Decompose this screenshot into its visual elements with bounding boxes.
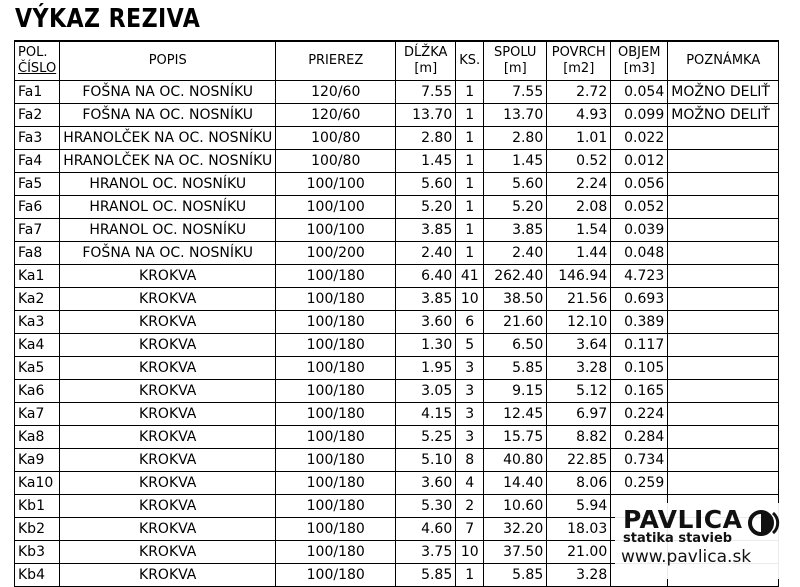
page-title: VÝKAZ REZIVA: [15, 4, 201, 34]
cell-povrch: 3.64: [547, 334, 611, 357]
cell-objem: 0.734: [611, 449, 668, 472]
cell-pol: Fa2: [15, 104, 60, 127]
cell-ks: 8: [456, 449, 484, 472]
cell-spolu: 12.45: [484, 403, 547, 426]
cell-popis: KROKVA: [60, 380, 276, 403]
cell-poznamka: [668, 472, 779, 495]
cell-pol: Ka5: [15, 357, 60, 380]
cell-ks: 3: [456, 403, 484, 426]
table-row: [15, 219, 779, 242]
cell-prierez: 100/80: [276, 127, 396, 150]
cell-spolu: 9.15: [484, 380, 547, 403]
cell-popis: KROKVA: [60, 357, 276, 380]
cell-prierez: 100/180: [276, 288, 396, 311]
cell-povrch: 4.93: [547, 104, 611, 127]
header-spolu-unit: [m]: [503, 61, 527, 76]
cell-spolu: 5.60: [484, 173, 547, 196]
cell-spolu: 5.85: [484, 357, 547, 380]
cell-spolu: 38.50: [484, 288, 547, 311]
header-povrch: [547, 41, 611, 81]
cell-popis: HRANOLČEK NA OC. NOSNÍKU: [60, 150, 276, 173]
cell-poznamka: [668, 380, 779, 403]
table-row: [15, 81, 779, 104]
cell-prierez: 100/180: [276, 265, 396, 288]
cell-poznamka: [668, 311, 779, 334]
cell-spolu: 1.45: [484, 150, 547, 173]
cell-povrch: 2.72: [547, 81, 611, 104]
cell-prierez: 100/180: [276, 472, 396, 495]
cell-poznamka: [668, 173, 779, 196]
cell-povrch: 22.85: [547, 449, 611, 472]
cell-prierez: 100/180: [276, 334, 396, 357]
cell-dlzka: 4.60: [396, 518, 456, 541]
cell-poznamka: [668, 150, 779, 173]
cell-ks: 6: [456, 311, 484, 334]
cell-povrch: 3.28: [547, 564, 611, 587]
cell-spolu: 37.50: [484, 541, 547, 564]
company-logo: [615, 503, 800, 579]
cell-pol: Fa7: [15, 219, 60, 242]
cell-objem: 0.117: [611, 334, 668, 357]
cell-dlzka: 2.40: [396, 242, 456, 265]
cell-ks: 5: [456, 334, 484, 357]
cell-objem: 0.224: [611, 403, 668, 426]
cell-prierez: 100/180: [276, 380, 396, 403]
cell-dlzka: 3.75: [396, 541, 456, 564]
cell-ks: 1: [456, 81, 484, 104]
cell-ks: 1: [456, 564, 484, 587]
table-row: [15, 196, 779, 219]
header-prierez: PRIEREZ: [276, 41, 396, 81]
cell-ks: 3: [456, 357, 484, 380]
cell-pol: Kb3: [15, 541, 60, 564]
cell-ks: 1: [456, 219, 484, 242]
cell-povrch: 5.94: [547, 495, 611, 518]
header-popis: POPIS: [60, 41, 276, 81]
cell-spolu: 21.60: [484, 311, 547, 334]
cell-povrch: 8.06: [547, 472, 611, 495]
cell-popis: KROKVA: [60, 288, 276, 311]
cell-povrch: 8.82: [547, 426, 611, 449]
cell-poznamka: [668, 288, 779, 311]
cell-popis: KROKVA: [60, 403, 276, 426]
cell-poznamka: [668, 196, 779, 219]
cell-objem: 0.052: [611, 196, 668, 219]
cell-objem: 0.105: [611, 357, 668, 380]
table-row: [15, 472, 779, 495]
cell-popis: KROKVA: [60, 495, 276, 518]
cell-pol: Ka3: [15, 311, 60, 334]
cell-poznamka: [668, 242, 779, 265]
cell-popis: HRANOL OC. NOSNÍKU: [60, 219, 276, 242]
table-row: [15, 311, 779, 334]
cell-popis: KROKVA: [60, 472, 276, 495]
cell-prierez: 100/180: [276, 449, 396, 472]
cell-dlzka: 1.30: [396, 334, 456, 357]
cell-povrch: 2.24: [547, 173, 611, 196]
header-ks: KS.: [456, 41, 484, 81]
cell-dlzka: 5.10: [396, 449, 456, 472]
cell-dlzka: 7.55: [396, 81, 456, 104]
cell-popis: HRANOL OC. NOSNÍKU: [60, 196, 276, 219]
cell-prierez: 100/80: [276, 150, 396, 173]
cell-popis: HRANOL OC. NOSNÍKU: [60, 173, 276, 196]
cell-povrch: 2.08: [547, 196, 611, 219]
cell-spolu: 32.20: [484, 518, 547, 541]
cell-povrch: 1.44: [547, 242, 611, 265]
cell-ks: 1: [456, 242, 484, 265]
cell-ks: 4: [456, 472, 484, 495]
cell-dlzka: 5.30: [396, 495, 456, 518]
header-objem: [611, 41, 668, 81]
logo-subtitle: statika stavieb: [623, 531, 733, 546]
cell-dlzka: 1.95: [396, 357, 456, 380]
cell-spolu: 13.70: [484, 104, 547, 127]
cell-ks: 1: [456, 104, 484, 127]
cell-pol: Fa1: [15, 81, 60, 104]
cell-povrch: 18.03: [547, 518, 611, 541]
cell-popis: KROKVA: [60, 518, 276, 541]
cell-pol: Ka2: [15, 288, 60, 311]
cell-spolu: 5.85: [484, 564, 547, 587]
header-dlzka-unit: [m]: [414, 61, 438, 76]
table-row: [15, 334, 779, 357]
cell-objem: 0.054: [611, 81, 668, 104]
cell-spolu: 5.20: [484, 196, 547, 219]
cell-objem: 0.022: [611, 127, 668, 150]
cell-poznamka: [668, 219, 779, 242]
cell-popis: KROKVA: [60, 311, 276, 334]
cell-pol: Ka4: [15, 334, 60, 357]
cell-objem: 0.012: [611, 150, 668, 173]
cell-poznamka: MOŽNO DELIŤ: [668, 81, 779, 104]
cell-pol: Ka9: [15, 449, 60, 472]
header-cislo-label: ČÍSLO: [18, 61, 57, 76]
cell-pol: Kb2: [15, 518, 60, 541]
cell-prierez: 100/100: [276, 196, 396, 219]
cell-dlzka: 3.05: [396, 380, 456, 403]
cell-dlzka: 3.60: [396, 311, 456, 334]
header-pol: [15, 41, 60, 81]
cell-prierez: 100/180: [276, 403, 396, 426]
cell-pol: Ka6: [15, 380, 60, 403]
cell-objem: 0.284: [611, 426, 668, 449]
cell-spolu: 15.75: [484, 426, 547, 449]
cell-poznamka: [668, 334, 779, 357]
cell-pol: Fa3: [15, 127, 60, 150]
cell-popis: KROKVA: [60, 265, 276, 288]
cell-popis: KROKVA: [60, 334, 276, 357]
cell-pol: Kb4: [15, 564, 60, 587]
table-row: [15, 449, 779, 472]
cell-pol: Fa4: [15, 150, 60, 173]
cell-poznamka: [668, 449, 779, 472]
cell-prierez: 120/60: [276, 104, 396, 127]
cell-prierez: 100/180: [276, 311, 396, 334]
cell-prierez: 100/200: [276, 242, 396, 265]
cell-pol: Ka7: [15, 403, 60, 426]
header-spolu-label: SPOLU: [494, 45, 537, 60]
cell-spolu: 2.40: [484, 242, 547, 265]
cell-objem: 0.039: [611, 219, 668, 242]
cell-povrch: 21.00: [547, 541, 611, 564]
cell-spolu: 6.50: [484, 334, 547, 357]
header-row: [15, 41, 779, 81]
cell-povrch: 5.12: [547, 380, 611, 403]
cell-povrch: 12.10: [547, 311, 611, 334]
cell-pol: Fa8: [15, 242, 60, 265]
header-objem-label: OBJEM: [618, 45, 661, 60]
cell-dlzka: 3.85: [396, 288, 456, 311]
cell-popis: KROKVA: [60, 449, 276, 472]
cell-prierez: 100/180: [276, 495, 396, 518]
table-row: [15, 288, 779, 311]
cell-ks: 3: [456, 380, 484, 403]
cell-ks: 10: [456, 541, 484, 564]
cell-povrch: 3.28: [547, 357, 611, 380]
header-dlzka-label: DĹŽKA: [404, 45, 448, 60]
cell-prierez: 100/180: [276, 541, 396, 564]
header-pol-label: POL.: [18, 45, 48, 60]
cell-spolu: 10.60: [484, 495, 547, 518]
cell-dlzka: 3.60: [396, 472, 456, 495]
cell-povrch: 21.56: [547, 288, 611, 311]
table-row: [15, 173, 779, 196]
cell-spolu: 7.55: [484, 81, 547, 104]
cell-pol: Fa6: [15, 196, 60, 219]
cell-ks: 41: [456, 265, 484, 288]
header-poznamka: POZNÁMKA: [668, 41, 779, 81]
cell-prierez: 120/60: [276, 81, 396, 104]
cell-spolu: 3.85: [484, 219, 547, 242]
logo-mark-icon: [747, 509, 781, 537]
cell-objem: 0.259: [611, 472, 668, 495]
header-povrch-label: POVRCH: [551, 45, 606, 60]
cell-spolu: 262.40: [484, 265, 547, 288]
cell-pol: Fa5: [15, 173, 60, 196]
cell-poznamka: MOŽNO DELIŤ: [668, 104, 779, 127]
logo-name: PAVLICA: [623, 505, 743, 534]
table-row: [15, 426, 779, 449]
cell-popis: FOŠNA NA OC. NOSNÍKU: [60, 104, 276, 127]
table-row: [15, 403, 779, 426]
header-spolu: [484, 41, 547, 81]
cell-poznamka: [668, 403, 779, 426]
cell-objem: 4.723: [611, 265, 668, 288]
cell-povrch: 1.01: [547, 127, 611, 150]
cell-popis: FOŠNA NA OC. NOSNÍKU: [60, 81, 276, 104]
cell-povrch: 0.52: [547, 150, 611, 173]
cell-dlzka: 2.80: [396, 127, 456, 150]
table-row: [15, 265, 779, 288]
table-row: [15, 380, 779, 403]
cell-dlzka: 1.45: [396, 150, 456, 173]
cell-ks: 1: [456, 196, 484, 219]
cell-dlzka: 5.60: [396, 173, 456, 196]
cell-objem: 0.165: [611, 380, 668, 403]
cell-prierez: 100/180: [276, 426, 396, 449]
cell-prierez: 100/180: [276, 357, 396, 380]
cell-prierez: 100/100: [276, 219, 396, 242]
cell-ks: 1: [456, 150, 484, 173]
cell-objem: 0.693: [611, 288, 668, 311]
table-row: [15, 242, 779, 265]
cell-spolu: 2.80: [484, 127, 547, 150]
cell-poznamka: [668, 265, 779, 288]
cell-poznamka: [668, 357, 779, 380]
cell-objem: 0.048: [611, 242, 668, 265]
table-row: [15, 104, 779, 127]
cell-dlzka: 6.40: [396, 265, 456, 288]
cell-dlzka: 4.15: [396, 403, 456, 426]
table-row: [15, 127, 779, 150]
cell-popis: FOŠNA NA OC. NOSNÍKU: [60, 242, 276, 265]
cell-popis: KROKVA: [60, 541, 276, 564]
cell-pol: Ka10: [15, 472, 60, 495]
header-povrch-unit: [m2]: [563, 61, 595, 76]
cell-objem: 0.099: [611, 104, 668, 127]
header-dlzka: [396, 41, 456, 81]
cell-dlzka: 5.25: [396, 426, 456, 449]
cell-ks: 3: [456, 426, 484, 449]
cell-prierez: 100/100: [276, 173, 396, 196]
cell-povrch: 6.97: [547, 403, 611, 426]
cell-spolu: 40.80: [484, 449, 547, 472]
cell-poznamka: [668, 127, 779, 150]
cell-ks: 10: [456, 288, 484, 311]
cell-ks: 7: [456, 518, 484, 541]
cell-popis: KROKVA: [60, 564, 276, 587]
header-objem-unit: [m3]: [623, 61, 655, 76]
cell-dlzka: 5.85: [396, 564, 456, 587]
cell-dlzka: 13.70: [396, 104, 456, 127]
cell-pol: Ka8: [15, 426, 60, 449]
cell-ks: 1: [456, 127, 484, 150]
cell-objem: 0.056: [611, 173, 668, 196]
cell-spolu: 14.40: [484, 472, 547, 495]
logo-url: www.pavlica.sk: [621, 547, 752, 567]
cell-ks: 1: [456, 173, 484, 196]
cell-popis: HRANOLČEK NA OC. NOSNÍKU: [60, 127, 276, 150]
cell-prierez: 100/180: [276, 564, 396, 587]
table-row: [15, 357, 779, 380]
cell-dlzka: 5.20: [396, 196, 456, 219]
cell-prierez: 100/180: [276, 518, 396, 541]
cell-povrch: 146.94: [547, 265, 611, 288]
cell-dlzka: 3.85: [396, 219, 456, 242]
cell-popis: KROKVA: [60, 426, 276, 449]
cell-povrch: 1.54: [547, 219, 611, 242]
cell-pol: Ka1: [15, 265, 60, 288]
cell-pol: Kb1: [15, 495, 60, 518]
cell-objem: 0.389: [611, 311, 668, 334]
cell-poznamka: [668, 426, 779, 449]
table-row: [15, 150, 779, 173]
cell-ks: 2: [456, 495, 484, 518]
